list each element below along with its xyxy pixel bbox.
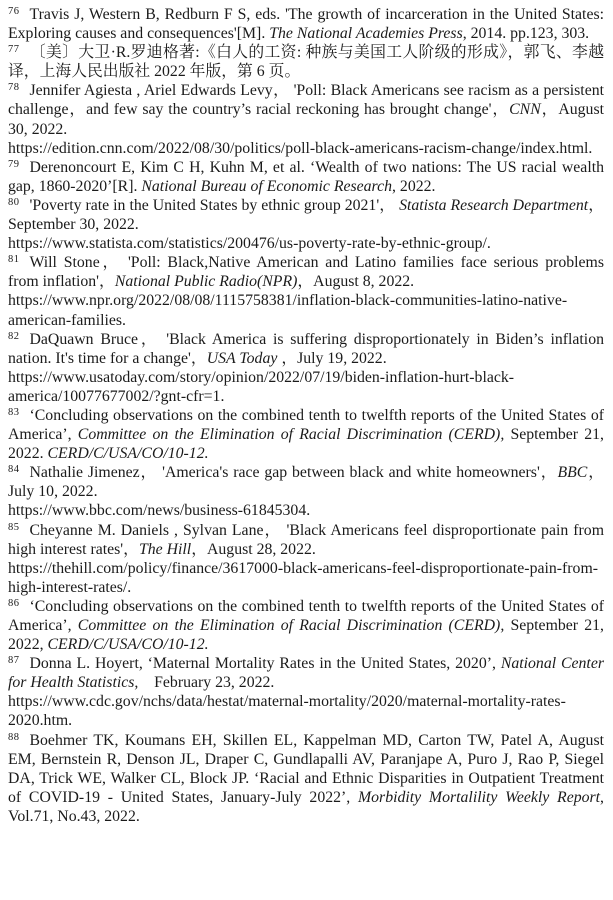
reference-text: 'Poverty rate in the United States by ethnic group 2021'， xyxy=(29,196,400,214)
reference-text: Nathalie Jimenez， 'America's race gap between black and white homeowners'， xyxy=(29,464,558,482)
reference-entry-79 xyxy=(8,158,604,196)
reference-text: Cheyanne M. Daniels , Sylvan Lane， 'Black Americans feel disproportionate pain from high interest rates'， xyxy=(8,521,604,558)
reference-entry-81 xyxy=(8,253,604,329)
reference-url: https://www.usatoday.com/story/opinion/2022/07/19/biden-inflation-hurt-black-america/10077677002/?gnt-cfr=1. xyxy=(8,368,515,405)
reference-text: ，August 28, 2022. xyxy=(191,540,316,558)
reference-entry-88 xyxy=(8,731,604,826)
reference-source-name: BBC xyxy=(557,464,588,482)
reference-source-name: National Center for Health Statistics, xyxy=(8,655,604,692)
footnote-number: 84 xyxy=(8,464,20,476)
footnote-number: 86 xyxy=(8,597,20,609)
reference-text: ‘Concluding observations on the combined tenth to twelfth reports of the United States of America’, xyxy=(8,406,604,444)
reference-entry-83 xyxy=(8,406,604,463)
reference-text: ，August 30, 2022. xyxy=(8,101,604,138)
reference-text: Donna L. Hoyert, ‘Maternal Mortality Rates in the United States, 2020’, xyxy=(29,655,501,673)
footnote-number: 76 xyxy=(8,6,20,17)
reference-entry-76 xyxy=(8,5,604,43)
reference-entry-86 xyxy=(8,597,604,654)
reference-source-name: CERD/C/USA/CO/10-12. xyxy=(47,445,209,463)
reference-source-name: The Hill xyxy=(138,540,192,558)
footnote-number: 87 xyxy=(8,655,20,667)
reference-text: Jennifer Agiesta , Ariel Edwards Levy， 'Poll: Black Americans see racism as a persistent challenge，and few say the country’s racial reckoning has brought change'， xyxy=(8,82,604,119)
reference-url: https://www.npr.org/2022/08/08/1115758381/inflation-black-communities-latino-native-american-families. xyxy=(8,292,568,329)
footnote-number: 83 xyxy=(8,406,20,418)
reference-source-name: Committee on the Elimination of Racial Discrimination (CERD), xyxy=(77,426,505,444)
footnote-number: 80 xyxy=(8,196,20,208)
reference-text: Travis J, Western B, Redburn F S, eds. 'The growth of incarceration in the United States: Exploring causes and consequences'[M]. xyxy=(8,6,604,43)
reference-text: Will Stone， 'Poll: Black,Native American and Latino families face serious problems from inflation'， xyxy=(8,254,604,291)
reference-source-name: CERD/C/USA/CO/10-12. xyxy=(47,636,209,654)
reference-text: Derenoncourt E, Kim C H, Kuhn M, et al. ‘Wealth of two nations: The US racial wealth gap, 1860-2020’[R]. xyxy=(8,158,604,195)
reference-source-name: National Public Radio(NPR) xyxy=(114,273,298,291)
reference-url: https://thehill.com/policy/finance/3617000-black-americans-feel-disproportionate-pain-from-high-interest-rates/. xyxy=(8,559,598,596)
footnote-number: 79 xyxy=(8,158,20,170)
reference-url: https://www.cdc.gov/nchs/data/hestat/maternal-mortality/2020/maternal-mortality-rates-2020.htm. xyxy=(8,693,566,730)
reference-entry-80 xyxy=(8,196,604,253)
reference-url: https://edition.cnn.com/2022/08/30/politics/poll-black-americans-racism-change/index.html. xyxy=(8,139,593,157)
footnote-number: 85 xyxy=(8,521,20,533)
reference-text: ，August 8, 2022. xyxy=(297,273,415,291)
reference-entry-87 xyxy=(8,654,604,730)
reference-text: DaQuawn Bruce， 'Black America is suffering disproportionately in Biden’s inflation nation. It's time for a change'， xyxy=(8,330,604,367)
reference-text: September 21, 2022. xyxy=(8,426,604,463)
reference-url: https://www.statista.com/statistics/200476/us-poverty-rate-by-ethnic-group/. xyxy=(8,235,491,253)
reference-text: , 2014. pp.123, 303. xyxy=(462,25,590,43)
reference-source-name: Committee on the Elimination of Racial Discrimination (CERD), xyxy=(77,617,505,634)
footnote-number: 78 xyxy=(8,82,20,94)
reference-entry-77 xyxy=(8,43,604,81)
reference-text: ，July 19, 2022. xyxy=(277,349,387,367)
reference-text: , 2022. xyxy=(392,177,436,195)
reference-text: ，July 10, 2022. xyxy=(8,464,604,501)
references-list xyxy=(8,5,604,826)
reference-text: ‘Concluding observations on the combined tenth to twelfth reports of the United States of America’, xyxy=(8,597,604,634)
reference-source-name: CNN xyxy=(509,101,541,119)
reference-text: February 23, 2022. xyxy=(138,674,275,692)
reference-source-name: Statista Research Department xyxy=(399,196,589,214)
reference-source-name: The National Academies Press xyxy=(269,25,463,43)
reference-text: ，September 30, 2022. xyxy=(8,196,604,234)
reference-entry-85 xyxy=(8,521,604,597)
reference-text: 〔美〕大卫·R.罗迪格著:《白人的工资: 种族与美国工人阶级的形成》，郭飞、李越译，上海人民出版社 2022 年版，第 6 页。 xyxy=(8,44,604,81)
reference-text: , Vol.71, No.43, 2022. xyxy=(8,788,604,825)
footnote-number: 77 xyxy=(8,44,20,56)
reference-source-name: USA Today xyxy=(206,349,278,367)
reference-source-name: National Bureau of Economic Research xyxy=(141,177,393,195)
reference-text: Boehmer TK, Koumans EH, Skillen EL, Kappelman MD, Carton TW, Patel A, August EM, Bernstein R, Denson JL, Draper C, Gundlapalli AV, Paranjape A, Puro J, Rao P, Siegel DA, Trick WE, Walker CL, Block JP. ‘Racial and Ethnic Disparities in Outpatient Treatment of COVID-19 - United States, January-July 2022’, xyxy=(8,731,604,806)
reference-entry-78 xyxy=(8,81,604,157)
reference-url: https://www.bbc.com/news/business-61845304. xyxy=(8,502,311,520)
reference-entry-82 xyxy=(8,330,604,406)
reference-source-name: Morbidity Mortalility Weekly Report xyxy=(358,788,601,806)
reference-entry-84 xyxy=(8,463,604,520)
footnote-number: 88 xyxy=(8,731,20,743)
footnote-number: 81 xyxy=(8,254,20,266)
reference-text: September 21, 2022, xyxy=(8,617,604,654)
footnote-number: 82 xyxy=(8,330,20,342)
